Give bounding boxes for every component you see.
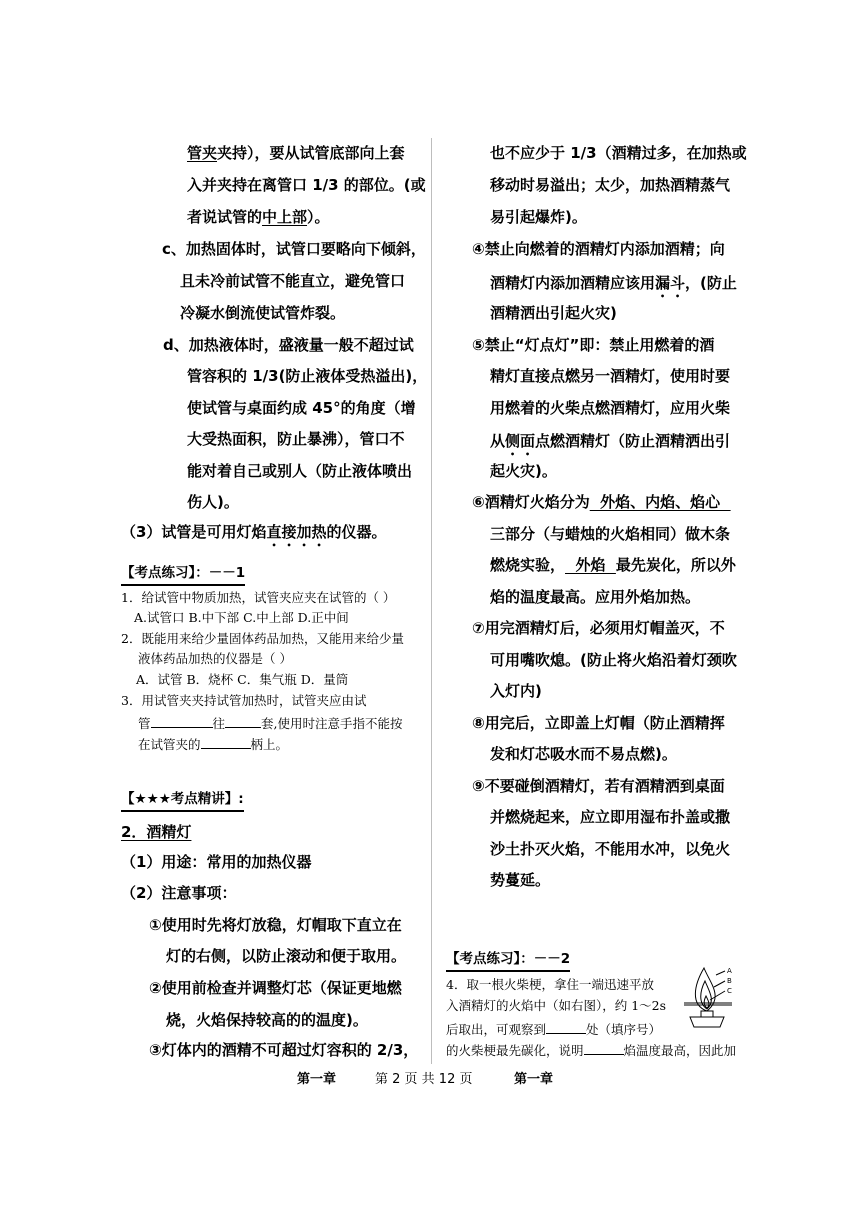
right-line-21: ⑨不要碰倒酒精灯，若有酒精洒到桌面 (472, 777, 725, 795)
lamp-body (690, 1017, 724, 1027)
right-line-17: 可用嘴吹熄。(防止将火焰沿着灯颈吹 (490, 651, 737, 669)
answer-blank[interactable] (151, 715, 213, 728)
question-1-options: A.试管口 B.中下部 C.中上部 D.正中间 (134, 610, 349, 625)
right-line-8: 精灯直接点燃另一酒精灯，使用时要 (490, 367, 731, 385)
section-heading-alcohol-lamp: 2．酒精灯 (121, 823, 192, 841)
left-line-2: 入并夹持在离管口 1/3 的部位。(或 (187, 176, 426, 194)
left-line-3: 者说试管的中上部）。 (187, 208, 330, 226)
left-line-9: 使试管与桌面约成 45°的角度（增 (187, 399, 416, 417)
left-line-5: 且未冷前试管不能直立，避免管口 (180, 272, 406, 290)
alcohol-lamp-flame-figure (680, 963, 740, 1033)
left-line-10: 大受热面积，防止暴沸），管口不 (187, 430, 405, 448)
label-line-c (710, 991, 725, 1000)
practice-2-title: 【考点练习】：－－2 (446, 953, 570, 972)
column-divider (431, 138, 432, 1064)
note-3-line-1: ③灯体内的酒精不可超过灯容积的 2/3， (149, 1041, 419, 1059)
right-line-9: 用燃着的火柴点燃酒精灯，应用火柴 (490, 399, 731, 417)
flame-core (704, 996, 709, 1008)
notes-heading: （2）注意事项： (121, 884, 237, 902)
question-2-line-1: 2．既能用来给少量固体药品加热，又能用来给少量 (121, 631, 404, 646)
right-line-12: ⑥酒精灯火焰分为 外焰、内焰、焰心 (472, 493, 731, 511)
left-line-6: 冷凝水倒流使试管炸裂。 (180, 304, 346, 322)
right-line-13: 三部分（与蜡烛的火焰相同）做木条 (490, 525, 731, 543)
left-line-8: 管容积的 1/3(防止液体受热溢出)， (187, 367, 428, 385)
right-line-6: 酒精洒出引起火灾) (490, 304, 617, 322)
question-4-line-1: 4．取一根火柴梗，拿住一端迅速平放 (446, 977, 654, 992)
question-2-options: A．试管 B．烧杯 C．集气瓶 D．量筒 (136, 672, 349, 687)
right-line-22: 并燃烧起来，应立即用湿布扑盖或撒 (490, 808, 731, 826)
note-2-line-2: 烧，火焰保持较高的的温度)。 (166, 1011, 368, 1029)
answer-blank[interactable] (201, 736, 251, 749)
right-line-11: 起火灾)。 (490, 462, 557, 480)
figure-label-c: C (727, 987, 732, 995)
footer-chapter-right: 第一章 (514, 1072, 554, 1087)
question-4-line-3: 后取出，可观察到 处（填序号） (446, 1022, 662, 1037)
figure-label-a: A (727, 967, 732, 975)
note-2-line-1: ②使用前检查并调整灯芯（保证更地燃 (149, 979, 402, 997)
right-line-7: ⑤禁止“灯点灯”即：禁止用燃着的酒 (472, 336, 715, 354)
right-line-5: 酒精灯内添加酒精应该用漏斗，(防止 (490, 274, 737, 292)
figure-label-b: B (727, 977, 732, 985)
practice-1-title: 【考点练习】：－－1 (121, 567, 245, 586)
question-4-line-2: 入酒精灯的火焰中（如右图），约 1～2s (446, 998, 667, 1013)
right-line-16: ⑦用完酒精灯后，必须用灯帽盖灭，不 (472, 619, 725, 637)
answer-blank[interactable] (225, 715, 261, 728)
right-line-14: 燃烧实验， 外焰 最先炭化，所以外 (490, 556, 736, 574)
left-line-1: 管夹夹持），要从试管底部向上套 (187, 144, 405, 162)
use-line: （1）用途：常用的加热仪器 (121, 853, 312, 871)
right-line-10: 从侧面点燃酒精灯（防止酒精洒出引 (490, 432, 731, 450)
footer-chapter-left: 第一章 (297, 1072, 337, 1087)
right-line-18: 入灯内) (490, 682, 542, 700)
label-line-b (714, 981, 725, 987)
right-line-19: ⑧用完后，立即盖上灯帽（防止酒精挥 (472, 714, 725, 732)
answer-blank[interactable] (546, 1021, 586, 1034)
left-line-12: 伤人)。 (187, 493, 239, 511)
right-line-15: 焰的温度最高。应用外焰加热。 (490, 588, 701, 606)
left-line-13: （3）试管是可用灯焰直接加热的仪器。 (121, 523, 387, 541)
footer-page-info: 第 2 页 共 12 页 (375, 1072, 473, 1087)
label-line-a (716, 971, 725, 975)
right-line-3: 易引起爆炸)。 (490, 208, 587, 226)
question-3-line-3: 在试管夹的 柄上。 (138, 737, 289, 752)
question-3-line-1: 3．用试管夹夹持试管加热时，试管夹应由试 (121, 693, 367, 708)
right-line-2: 移动时易溢出；太少，加热酒精蒸气 (490, 176, 731, 194)
lamp-neck (701, 1011, 713, 1017)
right-line-24: 势蔓延。 (490, 871, 551, 889)
right-line-23: 沙土扑灭火焰，不能用水冲，以免火 (490, 840, 731, 858)
right-line-20: 发和灯芯吸水而不易点燃)。 (490, 745, 677, 763)
question-2-line-2: 液体药品加热的仪器是（ ） (138, 651, 292, 666)
right-line-1: 也不应少于 1/3（酒精过多，在加热或 (490, 144, 747, 162)
lecture-title: 【★★★考点精讲】: (121, 793, 244, 812)
right-line-4: ④禁止向燃着的酒精灯内添加酒精；向 (472, 240, 725, 258)
question-4-line-4: 的火柴梗最先碳化，说明 焰温度最高，因此加 (446, 1043, 737, 1058)
left-line-4: c、加热固体时，试管口要略向下倾斜， (162, 240, 426, 258)
question-3-line-2: 管 往 套,使用时注意手指不能按 (138, 716, 403, 731)
note-1-line-1: ①使用时先将灯放稳，灯帽取下直立在 (149, 916, 402, 934)
note-1-line-2: 灯的右侧，以防止滚动和便于取用。 (166, 947, 407, 965)
question-1: 1．给试管中物质加热，试管夹应夹在试管的（ ） (121, 590, 396, 605)
answer-blank[interactable] (584, 1042, 624, 1055)
left-line-7: d、加热液体时，盛液量一般不超过试 (163, 336, 414, 354)
left-line-11: 能对着自己或别人（防止液体喷出 (187, 462, 413, 480)
